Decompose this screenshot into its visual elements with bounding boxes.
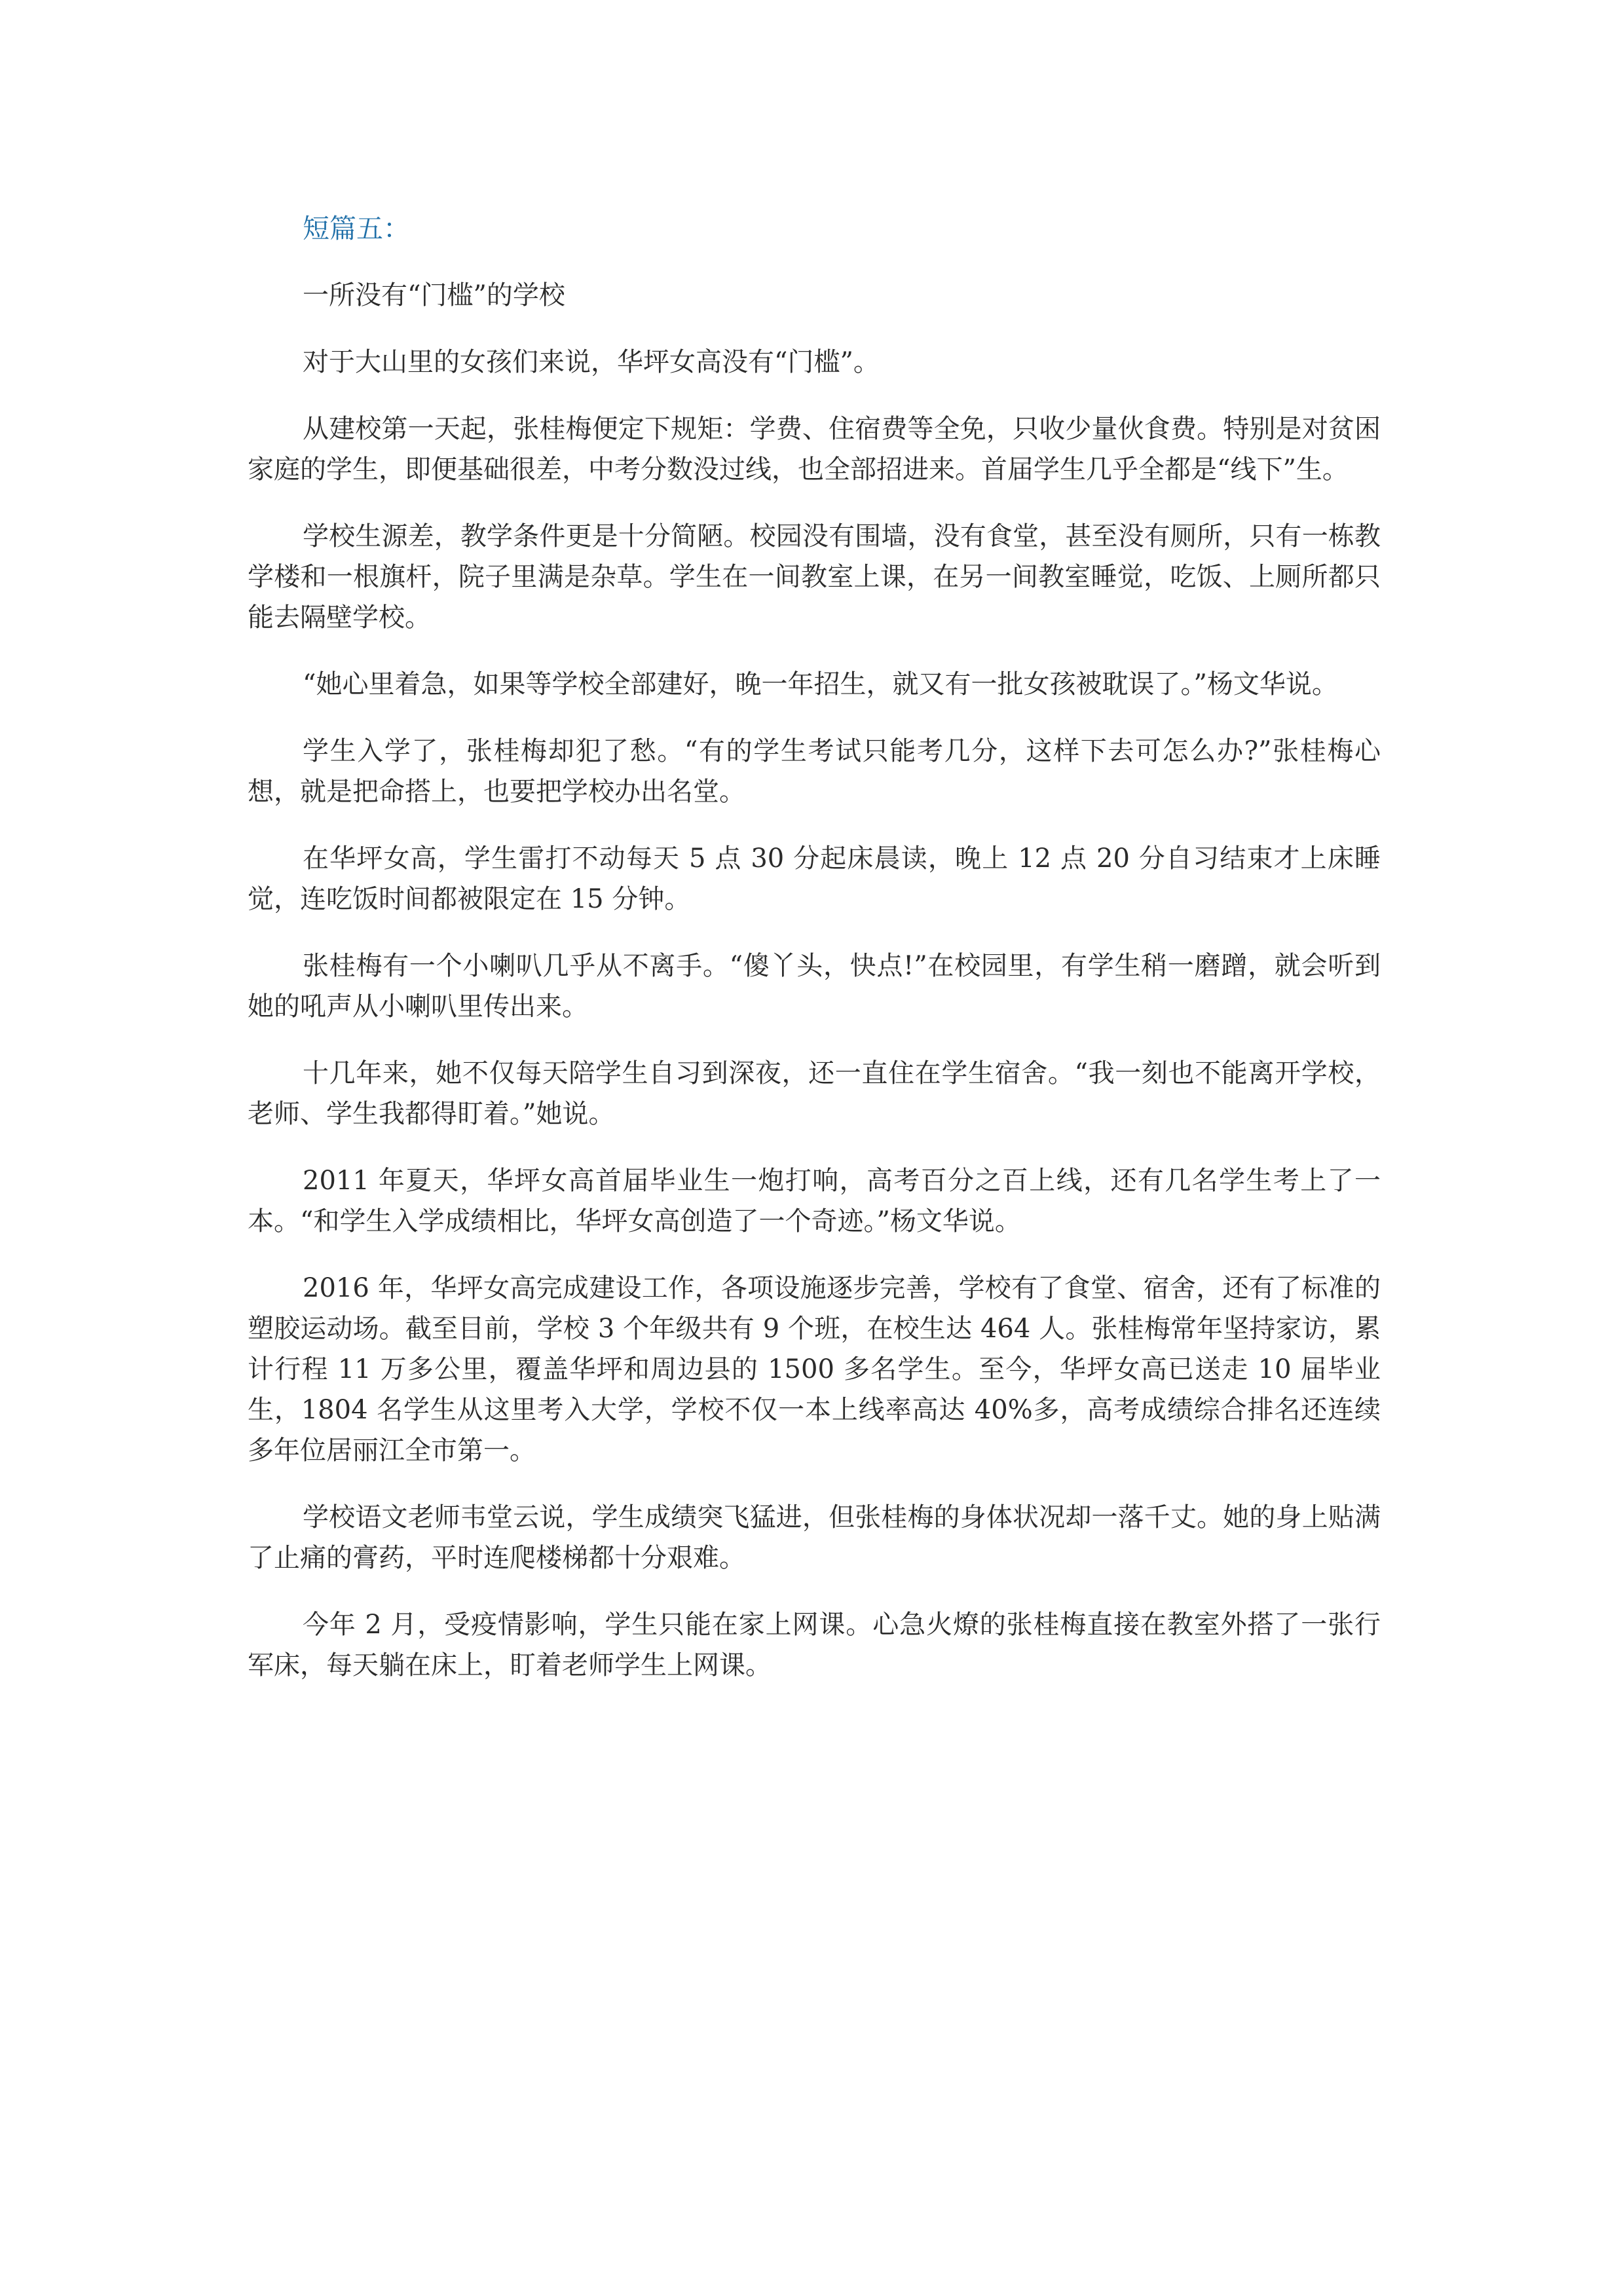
paragraph: 从建校第一天起，张桂梅便定下规矩：学费、住宿费等全免，只收少量伙食费。特别是对贫困家庭的学生，即便基础很差，中考分数没过线，也全部招进来。首届学生几乎全都是“线下”生。 (248, 414, 1381, 485)
paragraph: “她心里着急，如果等学校全部建好，晚一年招生，就又有一批女孩被耽误了。”杨文华说。 (303, 669, 1338, 699)
paragraph: 学校语文老师韦堂云说，学生成绩突飞猛进，但张桂梅的身体状况却一落千丈。她的身上贴满了止痛的膏药，平时连爬楼梯都十分艰难。 (248, 1502, 1381, 1573)
paragraph: 张桂梅有一个小喇叭几乎从不离手。“傻丫头，快点!”在校园里，有学生稍一磨蹭，就会听到她的吼声从小喇叭里传出来。 (248, 951, 1381, 1022)
paragraph: 2016 年，华坪女高完成建设工作，各项设施逐步完善，学校有了食堂、宿舍，还有了标准的塑胶运动场。截至目前，学校 3 个年级共有 9 个班，在校生达 464 人。张桂梅常年坚持家访，累计行程 11 万多公里，覆盖华坪和周边县的 1500 多名学生。至今，华坪女高已送走 10 届毕业生，1804 名学生从这里考入大学，学校不仅一本上线率高达 40%多，高考成绩综合排名还连续多年位居丽江全市第一。 (248, 1273, 1381, 1466)
paragraph: 在华坪女高，学生雷打不动每天 5 点 30 分起床晨读，晚上 12 点 20 分自习结束才上床睡觉，连吃饭时间都被限定在 15 分钟。 (248, 843, 1381, 914)
paragraph: 今年 2 月，受疫情影响，学生只能在家上网课。心急火燎的张桂梅直接在教室外搭了一张行军床，每天躺在床上，盯着老师学生上网课。 (248, 1610, 1381, 1680)
paragraph: 十几年来，她不仅每天陪学生自习到深夜，还一直住在学生宿舍。“我一刻也不能离开学校，老师、学生我都得盯着。”她说。 (248, 1058, 1381, 1129)
article-body (248, 208, 1381, 1712)
paragraph: 学校生源差，教学条件更是十分简陋。校园没有围墙，没有食堂，甚至没有厕所，只有一栋教学楼和一根旗杆，院子里满是杂草。学生在一间教室上课，在另一间教室睡觉，吃饭、上厕所都只能去隔壁学校。 (248, 521, 1381, 633)
paragraph: 对于大山里的女孩们来说，华坪女高没有“门槛”。 (303, 347, 880, 377)
section-heading: 短篇五： (303, 213, 410, 244)
article-title: 一所没有“门槛”的学校 (303, 280, 565, 310)
paragraph: 学生入学了，张桂梅却犯了愁。“有的学生考试只能考几分，这样下去可怎么办?”张桂梅心想，就是把命搭上，也要把学校办出名堂。 (248, 736, 1381, 807)
paragraph: 2011 年夏天，华坪女高首届毕业生一炮打响，高考百分之百上线，还有几名学生考上了一本。“和学生入学成绩相比，华坪女高创造了一个奇迹。”杨文华说。 (248, 1166, 1381, 1236)
